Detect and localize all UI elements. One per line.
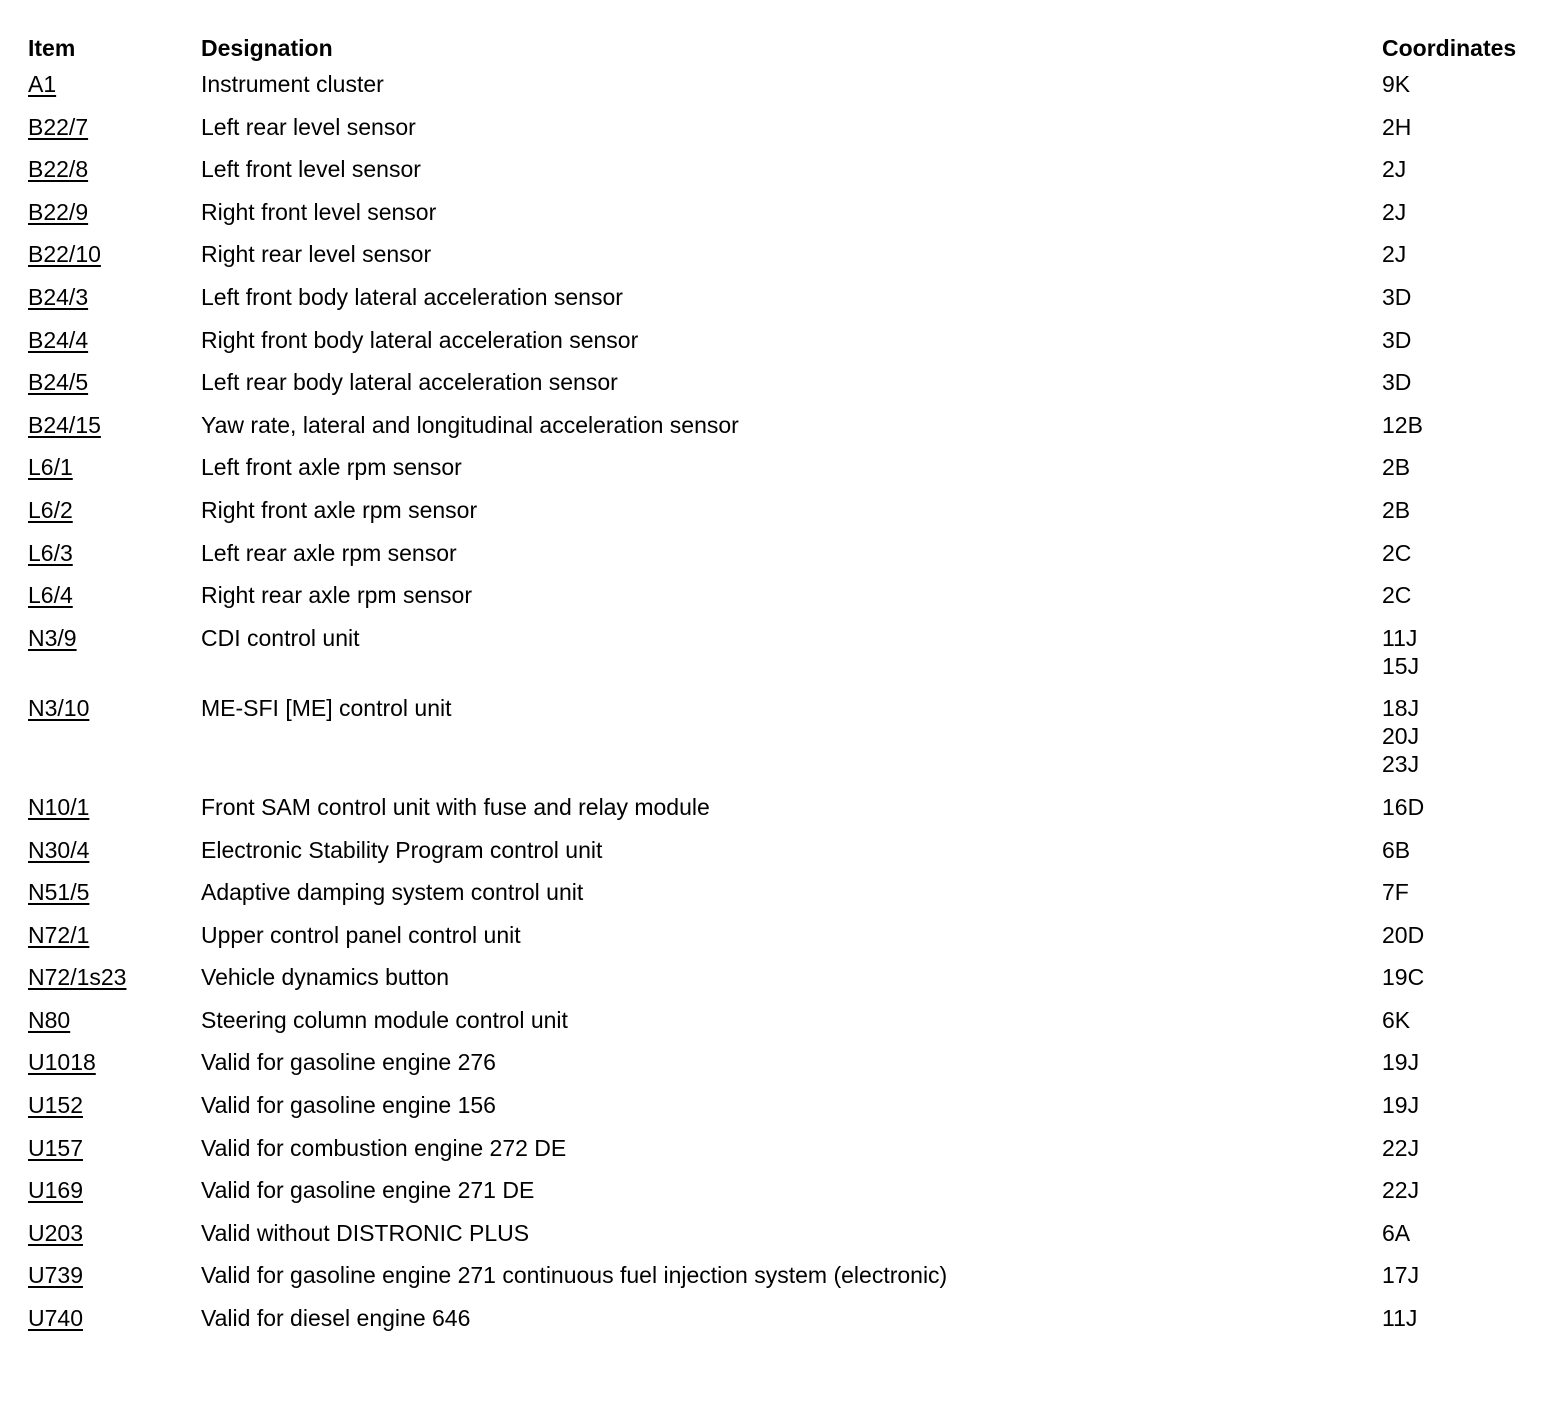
table-row	[28, 411, 1548, 454]
item-link[interactable]: U152	[28, 1092, 83, 1119]
coordinate-value: 3D	[1382, 369, 1412, 396]
item-link[interactable]: N10/1	[28, 793, 90, 820]
item-cell	[28, 240, 101, 268]
item-cell	[28, 496, 73, 524]
header-coordinates: Coordinates	[1382, 35, 1517, 61]
coordinate-value: 22J	[1382, 1177, 1420, 1204]
coordinate-value: 6K	[1382, 1006, 1411, 1033]
table-row	[28, 368, 1548, 411]
item-cell	[28, 694, 89, 722]
item-link[interactable]: U1018	[28, 1049, 96, 1076]
item-cell	[28, 283, 88, 311]
coordinates-cell	[1382, 1006, 1410, 1034]
coordinate-value: 2H	[1382, 113, 1412, 140]
table-body	[28, 70, 1548, 1347]
table-row	[28, 539, 1548, 582]
coordinates-cell	[1382, 963, 1424, 991]
coordinate-value: 12B	[1382, 411, 1423, 438]
table-row	[28, 624, 1548, 695]
item-link[interactable]: B24/4	[28, 326, 89, 353]
item-cell	[28, 198, 88, 226]
item-link[interactable]: L6/1	[28, 454, 73, 481]
item-link[interactable]: B22/8	[28, 156, 89, 183]
coordinate-value: 2B	[1382, 496, 1411, 523]
designation-cell: Left rear axle rpm sensor	[201, 539, 457, 566]
item-link[interactable]: B22/7	[28, 113, 89, 140]
coordinates-cell	[1382, 198, 1406, 226]
item-link[interactable]: N72/1	[28, 921, 90, 948]
item-link[interactable]: B22/10	[28, 241, 101, 268]
item-cell	[28, 326, 88, 354]
designation-cell: CDI control unit	[201, 624, 360, 651]
table-row	[28, 326, 1548, 369]
item-link[interactable]: N3/10	[28, 695, 90, 722]
coordinates-cell	[1382, 283, 1411, 311]
coordinates-cell	[1382, 539, 1411, 567]
item-cell	[28, 453, 73, 481]
item-cell	[28, 1006, 70, 1034]
item-link[interactable]: U169	[28, 1177, 83, 1204]
item-cell	[28, 1048, 96, 1076]
coordinates-cell	[1382, 326, 1411, 354]
designation-cell: Yaw rate, lateral and longitudinal acceleration sensor	[201, 411, 739, 438]
item-cell	[28, 411, 101, 439]
coordinates-cell	[1382, 836, 1410, 864]
coordinates-cell	[1382, 368, 1411, 396]
item-cell	[28, 368, 88, 396]
table-row	[28, 921, 1548, 964]
coordinate-value: 3D	[1382, 326, 1412, 353]
designation-cell: Valid for diesel engine 646	[201, 1305, 471, 1332]
table-row	[28, 155, 1548, 198]
item-link[interactable]: N3/9	[28, 624, 77, 651]
coordinates-cell	[1382, 1134, 1419, 1162]
table-row	[28, 1091, 1548, 1134]
coordinates-cell	[1382, 240, 1406, 268]
item-link[interactable]: A1	[28, 71, 57, 97]
coordinates-cell	[1382, 1261, 1419, 1289]
coordinate-value: 9K	[1382, 71, 1411, 97]
table-row	[28, 283, 1548, 326]
coordinate-value: 2B	[1382, 454, 1411, 481]
item-cell	[28, 113, 88, 141]
item-cell	[28, 1261, 83, 1289]
item-link[interactable]: L6/3	[28, 539, 73, 566]
item-link[interactable]: B24/3	[28, 283, 89, 310]
item-cell	[28, 1134, 83, 1162]
coordinate-value: 18J	[1382, 695, 1420, 722]
item-link[interactable]: U203	[28, 1219, 83, 1246]
coordinate-value: 22J	[1382, 1134, 1420, 1161]
table-row	[28, 1006, 1548, 1049]
item-cell	[28, 70, 56, 98]
coordinate-value: 2C	[1382, 539, 1412, 566]
designation-cell: Right rear level sensor	[201, 241, 432, 268]
item-link[interactable]: B22/9	[28, 198, 89, 225]
table-row	[28, 453, 1548, 496]
table-row	[28, 240, 1548, 283]
designation-cell: Valid for combustion engine 272 DE	[201, 1134, 567, 1161]
header-item: Item	[28, 35, 76, 61]
coordinate-value: 6A	[1382, 1219, 1411, 1246]
coordinate-value: 2J	[1382, 241, 1407, 268]
coordinates-cell	[1382, 155, 1406, 183]
coordinates-cell	[1382, 113, 1411, 141]
table-header-row	[28, 28, 1548, 70]
designation-cell: Valid for gasoline engine 271 continuous fuel injection system (electronic)	[201, 1262, 948, 1289]
coordinates-cell	[1382, 496, 1410, 524]
item-link[interactable]: L6/2	[28, 496, 73, 523]
designation-cell: Valid for gasoline engine 276	[201, 1049, 496, 1076]
table-row	[28, 878, 1548, 921]
coordinates-cell	[1382, 1176, 1419, 1204]
item-link[interactable]: N30/4	[28, 836, 90, 863]
item-cell	[28, 539, 73, 567]
designation-cell: Steering column module control unit	[201, 1006, 568, 1033]
designation-cell: Vehicle dynamics button	[201, 964, 450, 991]
coordinates-cell	[1382, 878, 1409, 906]
coordinate-value: 2J	[1382, 156, 1407, 183]
item-cell	[28, 1219, 83, 1247]
designation-cell: Electronic Stability Program control unit	[201, 836, 603, 863]
coordinate-value: 6B	[1382, 836, 1411, 863]
coordinate-value: 19J	[1382, 1092, 1420, 1119]
designation-cell: Upper control panel control unit	[201, 921, 521, 948]
table-row	[28, 1261, 1548, 1304]
coordinate-value: 2C	[1382, 582, 1412, 609]
item-cell	[28, 921, 89, 949]
table-row	[28, 70, 1548, 113]
item-cell	[28, 581, 73, 609]
header-designation: Designation	[201, 35, 333, 61]
designation-cell: Left front body lateral acceleration sensor	[201, 283, 623, 310]
designation-cell: Front SAM control unit with fuse and relay module	[201, 793, 710, 820]
designation-cell: Right rear axle rpm sensor	[201, 582, 472, 609]
designation-cell: Right front level sensor	[201, 198, 437, 225]
table-row	[28, 836, 1548, 879]
item-link[interactable]: U740	[28, 1305, 83, 1332]
item-cell	[28, 963, 126, 991]
coordinate-value: 20J	[1382, 723, 1420, 750]
table-row	[28, 113, 1548, 156]
item-cell	[28, 878, 89, 906]
item-link[interactable]: N80	[28, 1006, 71, 1033]
item-link[interactable]: U739	[28, 1262, 83, 1289]
item-link[interactable]: B24/15	[28, 411, 101, 438]
table-row	[28, 694, 1548, 793]
designation-cell: Valid for gasoline engine 271 DE	[201, 1177, 535, 1204]
designation-cell: ME-SFI [ME] control unit	[201, 695, 452, 722]
table-row	[28, 198, 1548, 241]
item-cell	[28, 793, 89, 821]
table-row	[28, 496, 1548, 539]
item-cell	[28, 1176, 83, 1204]
table-row	[28, 1048, 1548, 1091]
coordinates-cell	[1382, 793, 1424, 821]
table-row	[28, 1304, 1548, 1347]
coordinate-value: 2J	[1382, 198, 1407, 225]
coordinate-value: 3D	[1382, 283, 1412, 310]
component-legend-table	[28, 28, 1548, 1347]
designation-cell: Left rear body lateral acceleration sensor	[201, 369, 618, 396]
item-cell	[28, 836, 89, 864]
item-link[interactable]: L6/4	[28, 582, 73, 609]
coordinate-value: 7F	[1382, 879, 1409, 906]
item-link[interactable]: U157	[28, 1134, 83, 1161]
coordinates-cell	[1382, 581, 1411, 609]
designation-cell: Left front axle rpm sensor	[201, 454, 462, 481]
coordinates-cell	[1382, 411, 1423, 439]
table-row	[28, 1134, 1548, 1177]
designation-cell: Right front axle rpm sensor	[201, 496, 478, 523]
item-link[interactable]: N72/1s23	[28, 964, 127, 991]
designation-cell: Left front level sensor	[201, 156, 421, 183]
item-link[interactable]: B24/5	[28, 369, 89, 396]
item-cell	[28, 155, 88, 183]
designation-cell: Valid without DISTRONIC PLUS	[201, 1219, 530, 1246]
designation-cell: Left rear level sensor	[201, 113, 416, 140]
coordinate-value: 11J	[1382, 624, 1418, 651]
coordinate-value: 15J	[1382, 652, 1420, 679]
item-link[interactable]: N51/5	[28, 879, 90, 906]
table-row	[28, 581, 1548, 624]
table-row	[28, 1219, 1548, 1262]
coordinates-cell	[1382, 1091, 1419, 1119]
coordinates-cell	[1382, 453, 1410, 481]
designation-cell: Right front body lateral acceleration sensor	[201, 326, 639, 353]
coordinates-cell	[1382, 624, 1419, 680]
coordinate-value: 19C	[1382, 964, 1425, 991]
table-row	[28, 793, 1548, 836]
designation-cell: Valid for gasoline engine 156	[201, 1092, 496, 1119]
coordinate-value: 11J	[1382, 1305, 1418, 1332]
designation-cell: Instrument cluster	[201, 71, 384, 97]
coordinates-cell	[1382, 1219, 1410, 1247]
table-row	[28, 963, 1548, 1006]
coordinates-cell	[1382, 1048, 1419, 1076]
coordinates-cell	[1382, 921, 1424, 949]
coordinate-value: 19J	[1382, 1049, 1420, 1076]
coordinates-cell	[1382, 1304, 1417, 1332]
item-cell	[28, 1091, 83, 1119]
coordinate-value: 20D	[1382, 921, 1425, 948]
coordinate-value: 23J	[1382, 751, 1420, 778]
designation-cell: Adaptive damping system control unit	[201, 879, 584, 906]
coordinates-cell	[1382, 70, 1410, 98]
item-cell	[28, 1304, 83, 1332]
coordinates-cell	[1382, 694, 1419, 778]
table-row	[28, 1176, 1548, 1219]
item-cell	[28, 624, 77, 652]
coordinate-value: 16D	[1382, 793, 1425, 820]
coordinate-value: 17J	[1382, 1262, 1420, 1289]
